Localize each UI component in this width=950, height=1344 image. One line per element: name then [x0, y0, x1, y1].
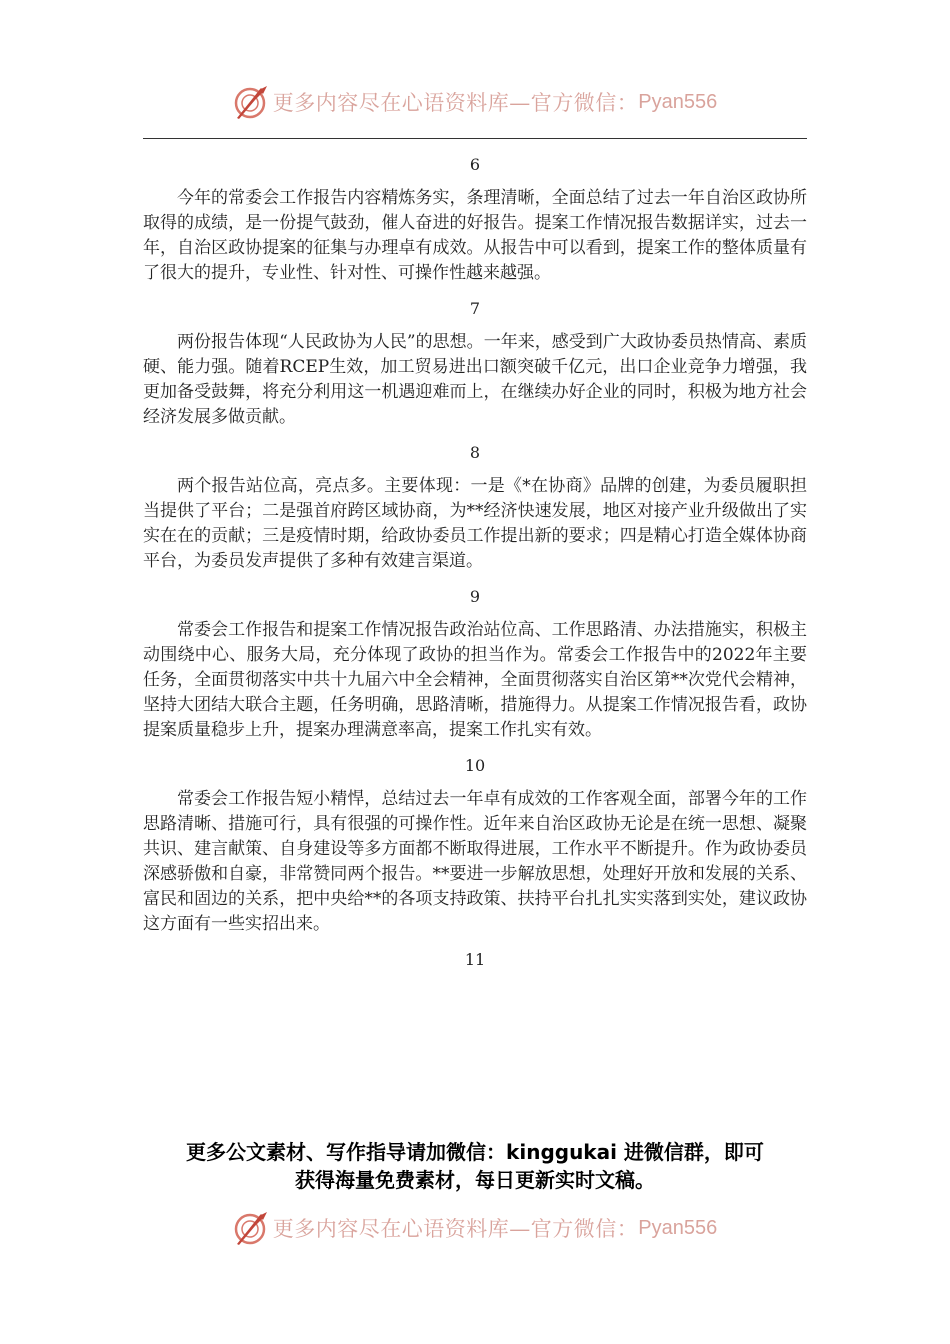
document-body: [143, 152, 807, 981]
section-number: 9: [469, 587, 481, 606]
header-divider: [143, 138, 807, 139]
footer-banner: [0, 1208, 950, 1248]
section-paragraph: 常委会工作报告短小精悍，总结过去一年卓有成效的工作客观全面，部署今年的工作思路清晰、措施可行，具有很强的可操作性。近年来自治区政协无论是在统一思想、凝聚共识、建言献策、自身建设等多方面都不断取得进展，工作水平不断提升。作为政协委员深感骄傲和自豪，非常赞同两个报告。**要进一步解放思想，处理好开放和发展的关系、富民和固边的关系，把中央给**的各项支持政策、扶持平台扎扎实实落到实处，建议政协这方面有一些实招出来。: [143, 789, 807, 934]
section-paragraph: 两个报告站位高，亮点多。主要体现：一是《*在协商》品牌的创建，为委员履职担当提供了平台；二是强首府跨区域协商，为**经济快速发展，地区对接产业升级做出了实实在在的贡献；三是疫情时期，给政协委员工作提出新的要求；四是精心打造全媒体协商平台，为委员发声提供了多种有效建言渠道。: [143, 476, 807, 571]
trailing-section-number: 11: [464, 950, 486, 969]
section-number: 6: [469, 155, 481, 174]
section-number: 7: [469, 299, 481, 318]
promo-line-1: 更多公文素材、写作指导请加微信：kinggukai 进微信群，即可: [186, 1140, 764, 1164]
banner-site-text: 更多内容尽在心语资料库—官方微信：: [272, 1217, 639, 1241]
section-paragraph: 今年的常委会工作报告内容精炼务实，条理清晰，全面总结了过去一年自治区政协所取得的成绩，是一份提气鼓劲，催人奋进的好报告。提案工作情况报告数据详实，过去一年，自治区政协提案的征集与办理卓有成效。从报告中可以看到，提案工作的整体质量有了很大的提升，专业性、针对性、可操作性越来越强。: [143, 188, 807, 283]
promo-text: [140, 1138, 810, 1194]
banner-wechat-id: Pyan556: [638, 90, 718, 113]
section-paragraph: 两份报告体现“人民政协为人民”的思想。一年来，感受到广大政协委员热情高、素质硬、能力强。随着RCEP生效，加工贸易进出口额突破千亿元，出口企业竞争力增强，我更加备受鼓舞，将充分利用这一机遇迎难而上，在继续办好企业的同时，积极为地方社会经济发展多做贡献。: [143, 332, 807, 427]
banner-site-text: 更多内容尽在心语资料库—官方微信：: [272, 91, 639, 115]
section-number: 10: [464, 756, 486, 775]
banner-wechat-id: Pyan556: [638, 1216, 718, 1239]
promo-line-2: 获得海量免费素材，每日更新实时文稿。: [295, 1168, 655, 1192]
pen-logo-icon: [233, 1210, 269, 1246]
header-banner: [0, 82, 950, 122]
section-paragraph: 常委会工作报告和提案工作情况报告政治站位高、工作思路清、办法措施实，积极主动围绕中心、服务大局，充分体现了政协的担当作为。常委会工作报告中的2022年主要任务，全面贯彻落实中共十九届六中全会精神，全面贯彻落实自治区第**次党代会精神，坚持大团结大联合主题，任务明确，思路清晰，措施得力。从提案工作情况报告看，政协提案质量稳步上升，提案办理满意率高，提案工作扎实有效。: [143, 620, 807, 740]
pen-logo-icon: [233, 84, 269, 120]
section-number: 8: [469, 443, 481, 462]
